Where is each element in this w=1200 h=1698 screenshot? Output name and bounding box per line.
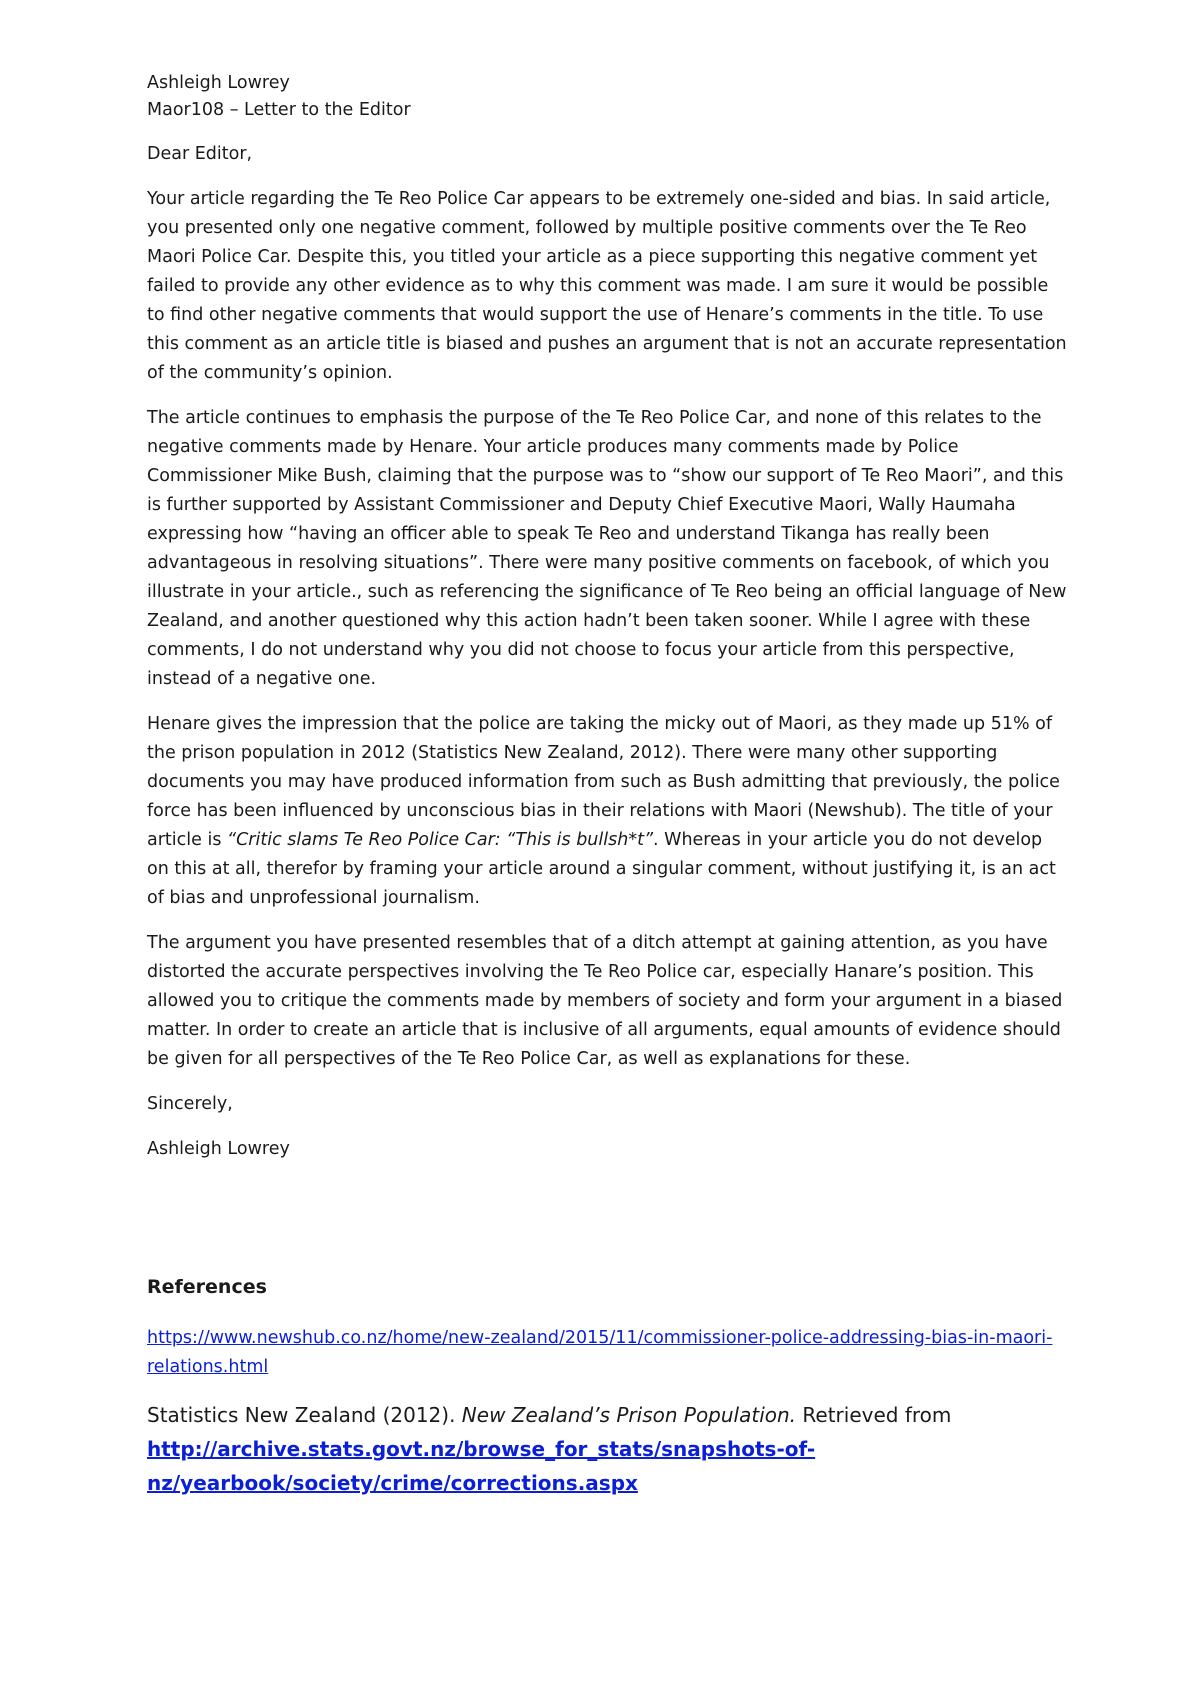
paragraph-3-text-start: Henare gives the impression that the police are taking the micky out of Maori, as they made up 51% of the prison population in 2012 (Statistics New Zealand, 2012). There were many other supporting documents you may have produced information from such as Bush admitting that previously, the police force has been influenced by unconscious bias in their relations with Maori (Newshub). The title of your article is	[147, 714, 1060, 850]
stats-citation-retrieved: Retrieved from	[796, 1403, 952, 1427]
document-page	[147, 70, 1067, 1500]
author-name: Ashleigh Lowrey	[147, 73, 290, 93]
paragraph-3-text-end: . Whereas in your article you do not develop on this at all, therefor by framing your article around a singular comment, without justifying it, is an act of bias and unprofessional journalism.	[147, 830, 1056, 908]
reference-newshub	[147, 1324, 1067, 1382]
stats-citation-title: New Zealand’s Prison Population.	[461, 1403, 797, 1427]
paragraph-4: The argument you have presented resembles that of a ditch attempt at gaining attention, as you have distorted the accurate perspectives involving the Te Reo Police car, especially Hanare’s position. This allowed you to critique the comments made by members of society and form your argument in a biased matter. In order to create an article that is inclusive of all arguments, equal amounts of evidence should be given for all perspectives of the Te Reo Police Car, as well as explanations for these.	[147, 933, 1063, 1069]
stats-citation-prefix: Statistics New Zealand (2012).	[147, 1403, 462, 1427]
references-heading: References	[147, 1276, 267, 1298]
closing: Sincerely,	[147, 1094, 233, 1114]
document-title: Maor108 – Letter to the Editor	[147, 100, 411, 120]
signature: Ashleigh Lowrey	[147, 1139, 290, 1159]
stats-link[interactable]: http://archive.stats.govt.nz/browse_for_stats/snapshots-of-nz/yearbook/society/crime/corrections.aspx	[147, 1437, 816, 1495]
reference-statistics	[147, 1398, 1067, 1500]
paragraph-3	[147, 710, 1067, 913]
paragraph-1: Your article regarding the Te Reo Police Car appears to be extremely one-sided and bias. In said article, you presented only one negative comment, followed by multiple positive comments over the Te Reo Maori Police Car. Despite this, you titled your article as a piece supporting this negative comment yet failed to provide any other evidence as to why this comment was made. I am sure it would be possible to find other negative comments that would support the use of Henare’s comments in the title. To use this comment as an article title is biased and pushes an argument that is not an accurate representation of the community’s opinion.	[147, 189, 1067, 383]
newshub-link[interactable]: https://www.newshub.co.nz/home/new-zealand/2015/11/commissioner-police-addressing-bias-in-maori-relations.html	[147, 1328, 1053, 1377]
paragraph-2: The article continues to emphasis the purpose of the Te Reo Police Car, and none of this relates to the negative comments made by Henare. Your article produces many comments made by Police Commissioner Mike Bush, claiming that the purpose was to “show our support of Te Reo Maori”, and this is further supported by Assistant Commissioner and Deputy Chief Executive Maori, Wally Haumaha expressing how “having an officer able to speak Te Reo and understand Tikanga has really been advantageous in resolving situations”. There were many positive comments on facebook, of which you illustrate in your article., such as referencing the significance of Te Reo being an official language of New Zealand, and another questioned why this action hadn’t been taken sooner. While I agree with these comments, I do not understand why you did not choose to focus your article from this perspective, instead of a negative one.	[147, 408, 1067, 689]
article-title-quote: “Critic slams Te Reo Police Car: “This is bullsh*t”	[227, 830, 654, 850]
salutation: Dear Editor,	[147, 144, 253, 164]
